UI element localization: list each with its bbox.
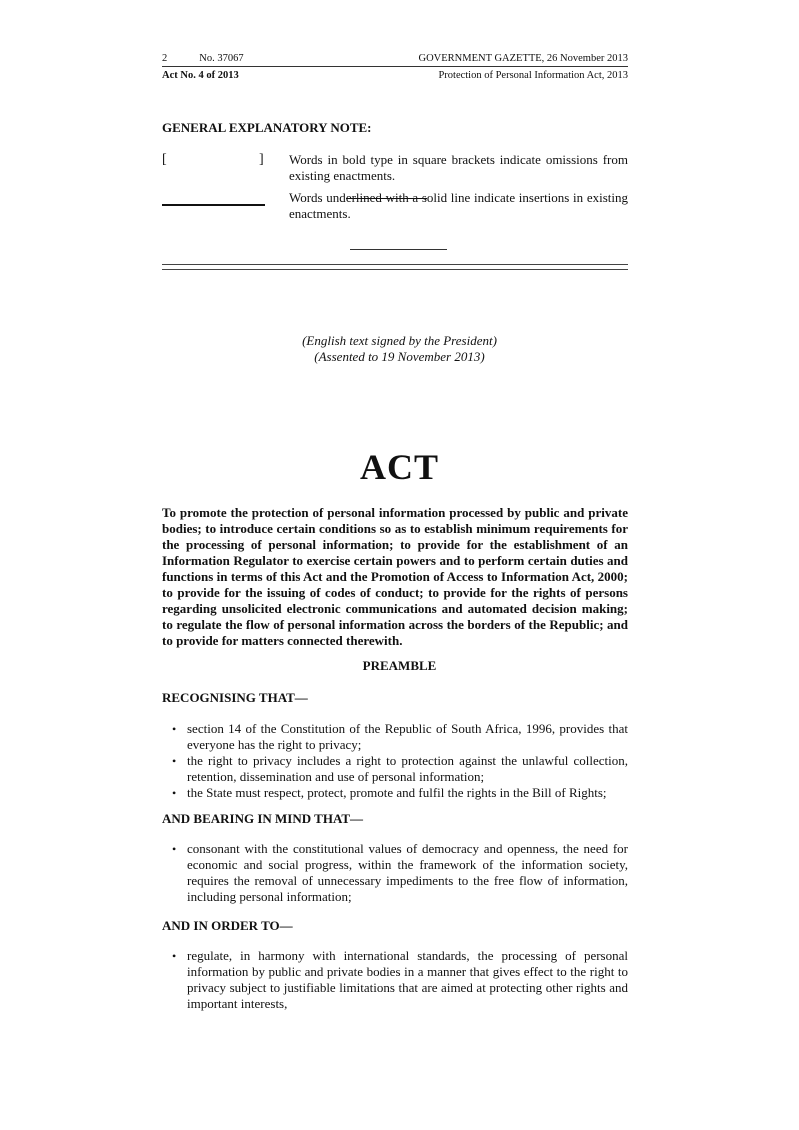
bracket-open: [: [162, 152, 167, 167]
double-rule-bottom: [162, 269, 628, 270]
list-item: • the right to privacy includes a right to protection against the unlawful collection, retention, dissemination and use of personal information;: [172, 753, 628, 785]
header-left: [162, 53, 244, 64]
note-bold-brackets: Words in bold type in square brackets indicate omissions from existing enactments.: [289, 152, 628, 183]
section-heading-in-order: AND IN ORDER TO—: [162, 918, 293, 933]
short-divider: [350, 249, 447, 250]
assented-note: (Assented to 19 November 2013): [314, 349, 485, 364]
preamble-heading: PREAMBLE: [362, 658, 437, 673]
header-rule: [162, 66, 628, 67]
list-item: • regulate, in harmony with international standards, the processing of personal information by public and private bodies in a manner that gives effect to the right to privacy subject to justifiable limitations that are aimed at protecting other rights and important interests,: [172, 948, 628, 1012]
gazette-number: No. 37067: [199, 53, 244, 64]
running-header-bottom: [162, 70, 628, 81]
section-heading-recognising: RECOGNISING THAT—: [162, 690, 308, 705]
gazette-title: GOVERNMENT GAZETTE, 26 November 2013: [418, 53, 628, 64]
signed-note: (English text signed by the President): [302, 333, 497, 348]
list-item: • the State must respect, protect, promote and fulfil the rights in the Bill of Rights;: [172, 785, 628, 801]
act-heading: ACT: [359, 447, 439, 487]
note-underline-marked: erlined with a s: [345, 190, 427, 205]
double-rule-top: [162, 264, 628, 265]
bracket-close: ]: [259, 152, 264, 167]
in-order-list: [172, 948, 628, 1012]
explanatory-note-title: GENERAL EXPLANATORY NOTE:: [162, 120, 372, 135]
list-item: • consonant with the constitutional values of democracy and openness, the need for economic and social progress, within the framework of the information society, requires the removal of unnecessary impediments to the free flow of information, including personal information;: [172, 841, 628, 905]
act-long-title: To promote the protection of personal information processed by public and private bodies; to introduce certain conditions so as to establish minimum requirements for the processing of personal information; to provide for the establishment of an Information Regulator to exercise certain powers and to perform certain duties and functions in terms of this Act and the Promotion of Access to Information Act, 2000; to provide for the issuing of codes of conduct; to provide for the rights of persons regarding unsolicited electronic communications and automated decision making; to regulate the flow of personal information across the borders of the Republic; and to provide for matters connected therewith.: [162, 505, 628, 648]
underline-sample: [162, 204, 265, 206]
note-underline-before: Words und: [289, 190, 346, 205]
section-heading-bearing: AND BEARING IN MIND THAT—: [162, 811, 364, 826]
note-underlined: [289, 190, 628, 222]
act-name: Protection of Personal Information Act, 2013: [438, 70, 628, 81]
bearing-list: [172, 841, 628, 905]
running-header-top: [162, 53, 628, 64]
note-underline-after: olid line indicate insertions in existing enactments.: [289, 190, 628, 221]
list-item: • section 14 of the Constitution of the Republic of South Africa, 1996, provides that everyone has the right to privacy;: [172, 721, 628, 753]
act-number: Act No. 4 of 2013: [162, 70, 239, 81]
page-number: 2: [162, 53, 168, 64]
recognising-list: [172, 721, 628, 801]
